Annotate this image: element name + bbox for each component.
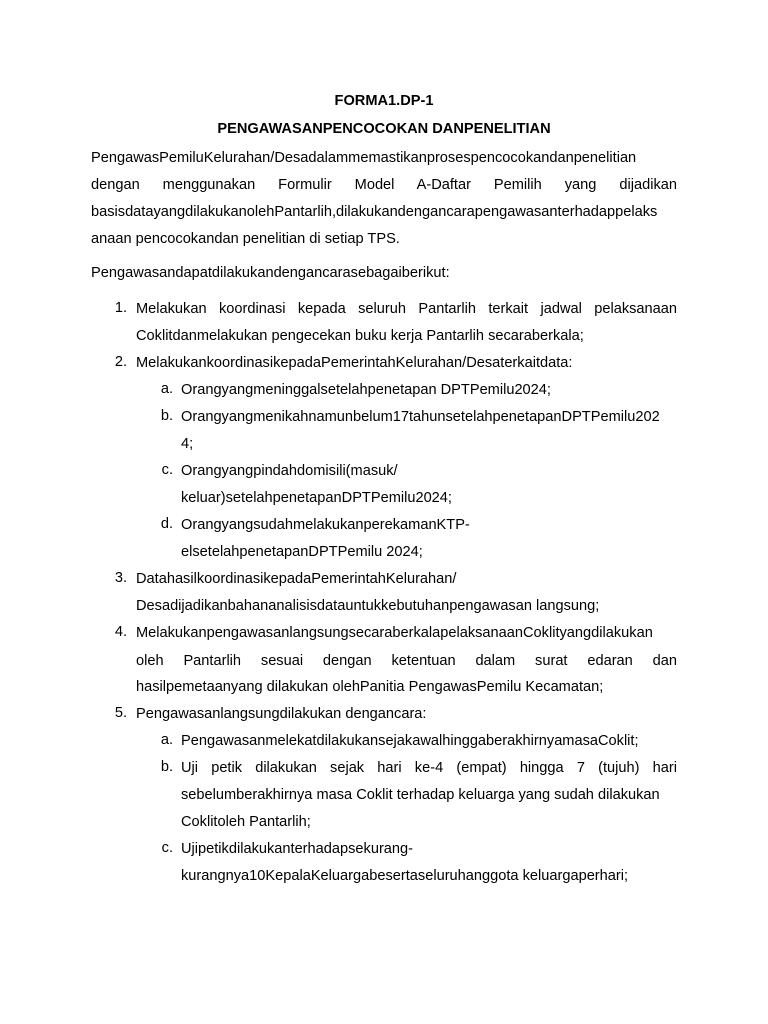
document-heading: PENGAWASANPENCOCOKAN DANPENELITIAN (217, 121, 551, 137)
sublist-letter: a. (160, 732, 173, 748)
lead-sentence: Pengawasandapatdilakukandengancarasebagaiberikut: (91, 265, 450, 281)
list-item-line: Melakukanpengawasanlangsungsecaraberkalapelaksanaan​Coklityangdilakukan (136, 625, 653, 641)
sublist-item-line: PengawasanmelekatdilakukansejakawalhinggaberakhirnyamasaCoklit; (181, 733, 639, 749)
sublist-item-line: Orangyangpindahdomisili(masuk/ (181, 463, 398, 479)
sublist-item-line: Uji petik dilakukan sejak hari ke-4 (empat) hingga 7 (tujuh) hari (181, 760, 677, 776)
sublist-letter: b. (160, 759, 173, 775)
list-item-line: MelakukankoordinasikepadaPemerintahKelurahan/Desaterkaitdata: (136, 355, 573, 371)
list-number: 2. (114, 354, 127, 370)
sublist-item-line: Coklitoleh Pantarlih; (181, 814, 311, 830)
sublist-item-line: OrangyangsudahmelakukanperekamanKTP- (181, 517, 470, 533)
list-item-line: hasilpemetaanyang dilakukan olehPanitia PengawasPemilu Kecamatan; (136, 679, 604, 695)
sublist-item-line: Orangyangmeninggalsetelahpenetapan DPTPemilu2024; (181, 382, 551, 398)
list-item-line: oleh Pantarlih sesuai dengan ketentuan dalam surat edaran dan (136, 653, 677, 669)
intro-line: dengan menggunakan Formulir Model A-Daftar Pemilih yang dijadikan (91, 177, 677, 193)
list-number: 4. (114, 624, 127, 640)
form-code-title: FORMA1.DP-1 (334, 93, 434, 109)
list-item-line: Melakukan koordinasi kepada seluruh Pantarlih terkait jadwal pelaksanaan (136, 301, 677, 317)
list-item-line: Pengawasanlangsungdilakukan dengancara: (136, 706, 427, 722)
intro-line: PengawasPemiluKelurahan/Desadalammemastikanprosespencocokandanpenelitian (91, 150, 637, 166)
intro-line: basisdatayangdilakukanolehPantarlih,dilakukandengancarapengawasanterhadappelaks (91, 204, 658, 220)
sublist-letter: c. (161, 462, 173, 478)
list-number: 3. (114, 570, 127, 586)
sublist-letter: a. (160, 381, 173, 397)
sublist-letter: d. (160, 516, 173, 532)
list-number: 5. (114, 705, 127, 721)
sublist-item-line: keluar)setelahpenetapanDPTPemilu2024; (181, 490, 452, 506)
intro-line: anaan pencocokandan penelitian di setiap TPS. (91, 231, 400, 247)
sublist-letter: c. (161, 840, 173, 856)
list-item-line: DatahasilkoordinasikepadaPemerintahKelurahan/ (136, 571, 457, 587)
sublist-item-line: 4; (181, 436, 194, 452)
sublist-item-line: elsetelahpenetapanDPTPemilu 2024; (181, 544, 423, 560)
sublist-letter: b. (160, 408, 173, 424)
sublist-item-line: kurangnya10KepalaKeluargabesertaseluruhanggota keluargaperhari; (181, 868, 629, 884)
list-number: 1. (114, 300, 127, 316)
sublist-item-line: sebelumberakhirnya masa Coklit terhadap keluarga yang sudah dilakukan (181, 787, 660, 803)
list-item-line: Coklitdanmelakukan pengecekan buku kerja Pantarlih secaraberkala; (136, 328, 584, 344)
sublist-item-line: Ujipetikdilakukanterhadapsekurang- (181, 841, 414, 857)
sublist-item-line: Orangyangmenikahnamunbelum17tahunsetelahpenetapanDPTPemilu202 (181, 409, 660, 425)
list-item-line: Desadijadikanbahananalisisdatauntukkebutuhanpengawasan langsung; (136, 598, 600, 614)
